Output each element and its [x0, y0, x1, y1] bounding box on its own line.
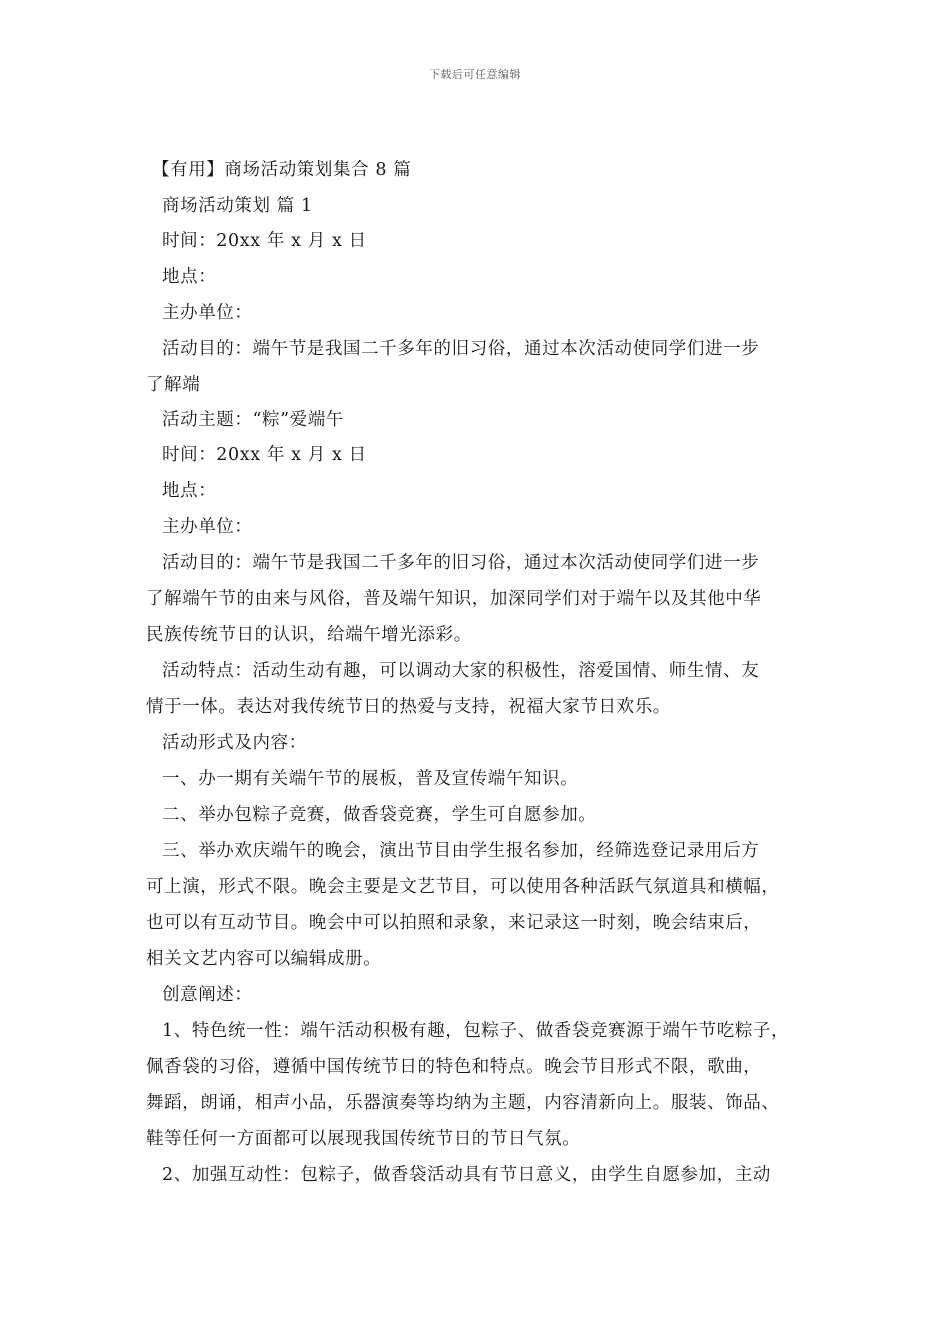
- paragraph-line: 民族传统节日的认识，给端午增光添彩。: [146, 625, 472, 645]
- paragraph-line: 相关文艺内容可以编辑成册。: [146, 949, 382, 969]
- paragraph-line: 舞蹈，朗诵，相声小品，乐器演奏等均纳为主题，内容清新向上。服装、饰品、: [146, 1093, 780, 1113]
- document-title: 【有用】商场活动策划集合 8 篇: [152, 160, 412, 180]
- paragraph-line: 主办单位：: [162, 517, 253, 537]
- paragraph-line: 活动主题：“粽”爱端午: [162, 410, 344, 430]
- paragraph-line: 活动特点：活动生动有趣，可以调动大家的积极性，溶爱国情、师生情、友: [162, 661, 760, 681]
- paragraph-line: 佩香袋的习俗，遵循中国传统节日的特色和特点。晚会节目形式不限，歌曲，: [146, 1057, 762, 1077]
- paragraph-line: 情于一体。表达对我传统节日的热爱与支持，祝福大家节日欢乐。: [146, 697, 671, 717]
- paragraph-line: 活动目的：端午节是我国二千多年的旧习俗，通过本次活动使同学们进一步: [162, 553, 760, 573]
- paragraph-line: 三、举办欢庆端午的晚会，演出节目由学生报名参加，经筛选登记录用后方: [162, 841, 760, 861]
- paragraph-line: 时间：20xx 年 x 月 x 日: [162, 231, 367, 251]
- paragraph-line: 一、办一期有关端午节的展板，普及宣传端午知识。: [162, 769, 579, 789]
- paragraph-line: 活动形式及内容：: [162, 733, 307, 753]
- section-heading: 商场活动策划 篇 1: [162, 196, 313, 216]
- paragraph-line: 二、举办包粽子竞赛，做香袋竞赛，学生可自愿参加。: [162, 805, 597, 825]
- paragraph-line: 地点：: [162, 481, 217, 501]
- paragraph-line: 地点：: [162, 267, 217, 287]
- page-header-note: 下载后可任意编辑: [429, 68, 521, 81]
- paragraph-line: 时间：20xx 年 x 月 x 日: [162, 445, 367, 465]
- paragraph-line: 鞋等任何一方面都可以展现我国传统节日的节日气氛。: [146, 1129, 581, 1149]
- paragraph-line: 1、特色统一性：端午活动积极有趣，包粽子、做香袋竞赛源于端午节吃粽子，: [162, 1021, 790, 1041]
- paragraph-line: 2、加强互动性：包粽子，做香袋活动具有节日意义，由学生自愿参加，主动: [162, 1165, 772, 1185]
- paragraph-line: 主办单位：: [162, 303, 253, 323]
- paragraph-line: 也可以有互动节目。晚会中可以拍照和录象，来记录这一时刻，晚会结束后，: [146, 913, 762, 933]
- paragraph-line: 活动目的：端午节是我国二千多年的旧习俗，通过本次活动使同学们进一步: [162, 339, 760, 359]
- paragraph-line: 创意阐述：: [162, 985, 253, 1005]
- paragraph-line: 可上演，形式不限。晚会主要是文艺节目，可以使用各种活跃气氛道具和横幅，: [146, 877, 780, 897]
- paragraph-line: 了解端午节的由来与风俗，普及端午知识，加深同学们对于端午以及其他中华: [146, 589, 762, 609]
- paragraph-line: 了解端: [146, 375, 201, 395]
